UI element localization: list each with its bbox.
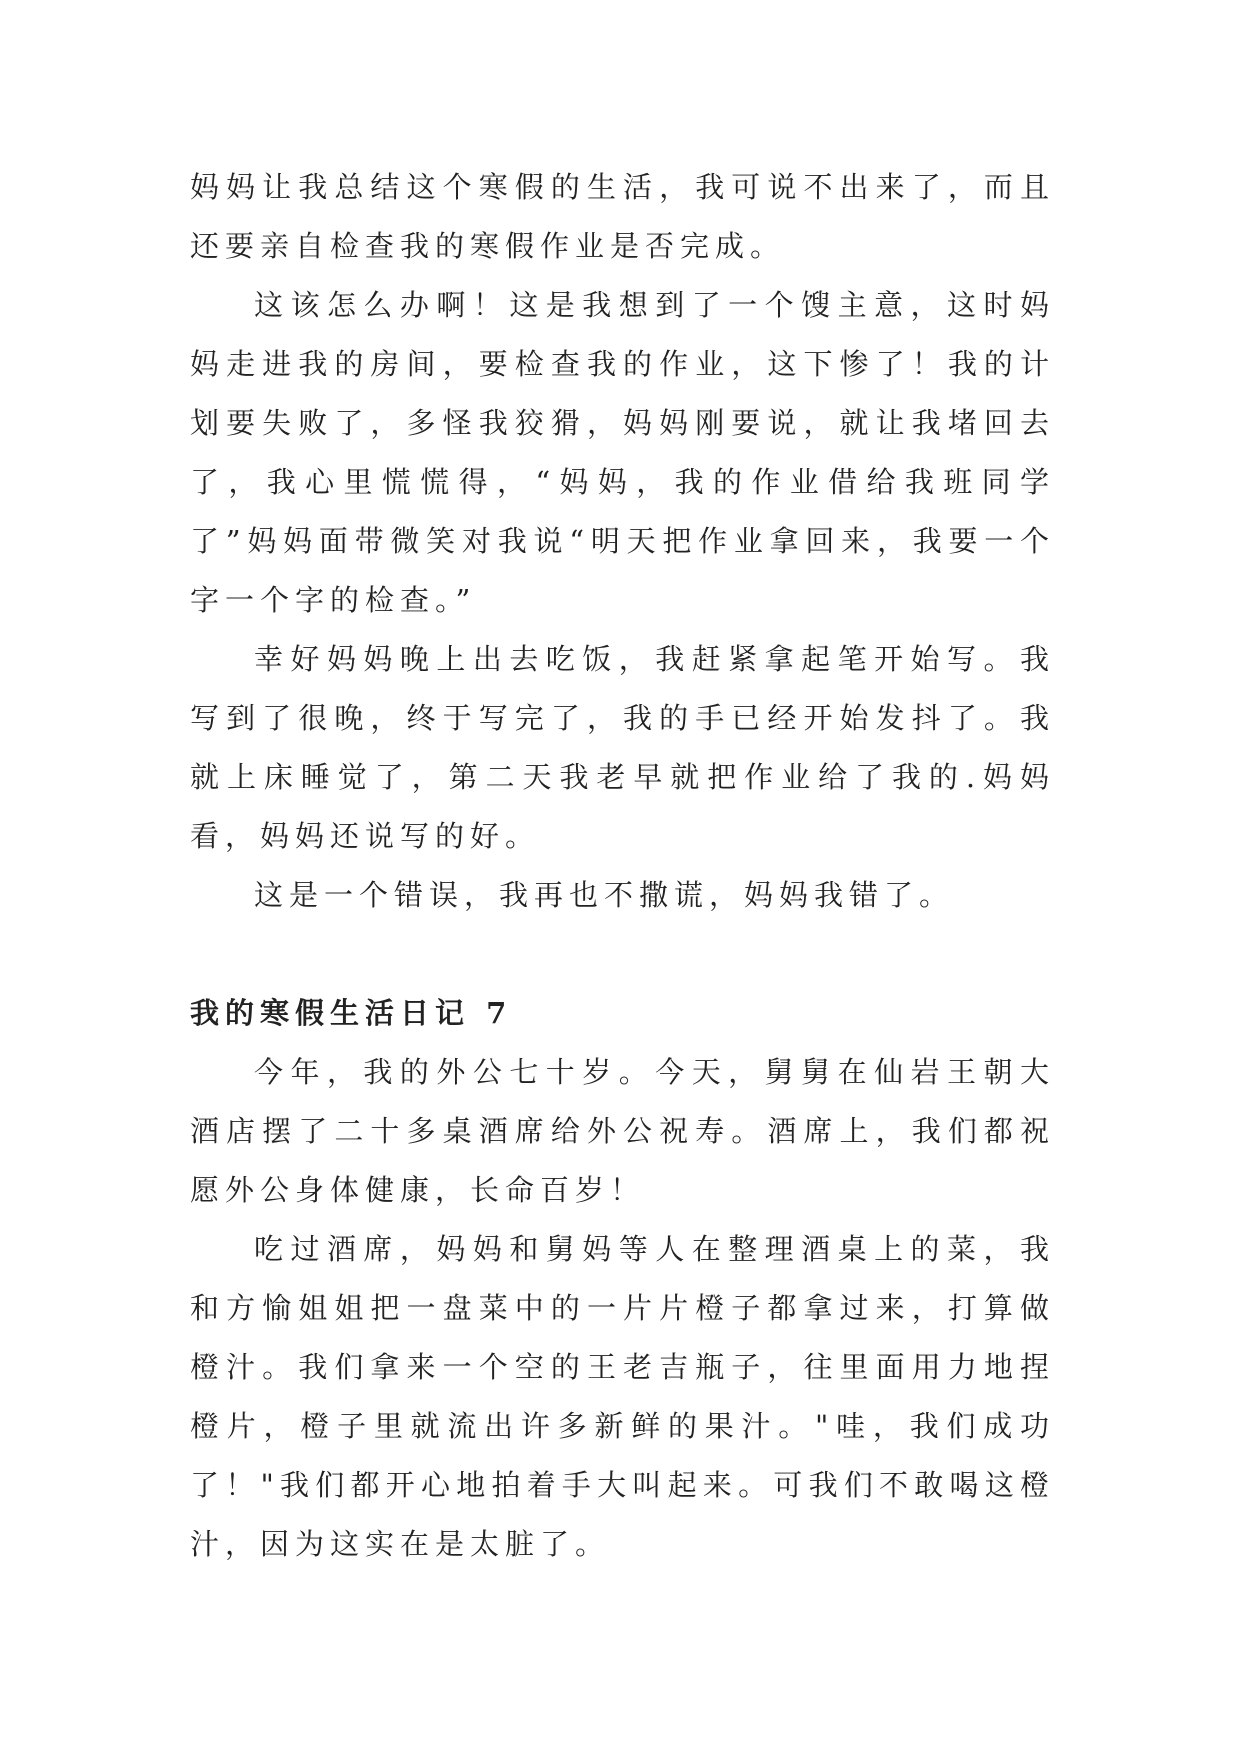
paragraph: 这该怎么办啊！这是我想到了一个馊主意，这时妈妈走进我的房间，要检查我的作业，这下惨了！我的计划要失败了，多怪我狡猾，妈妈刚要说，就让我堵回去了，我心里慌慌得，“妈妈，我的作业借给我班同学了”妈妈面带微笑对我说“明天把作业拿回来，我要一个字一个字的检查。” (190, 288, 1055, 617)
section-spacer (190, 925, 1055, 984)
paragraph: 今年，我的外公七十岁。今天，舅舅在仙岩王朝大酒店摆了二十多桌酒席给外公祝寿。酒席上，我们都祝愿外公身体健康，长命百岁！ (190, 1055, 1055, 1207)
section-title: 我的寒假生活日记 7 (190, 996, 513, 1030)
paragraph: 吃过酒席，妈妈和舅妈等人在整理酒桌上的菜，我和方愉姐姐把一盘菜中的一片片橙子都拿过来，打算做橙汁。我们拿来一个空的王老吉瓶子，往里面用力地捏橙片，橙子里就流出许多新鲜的果汁。"哇，我们成功了！"我们都开心地拍着手大叫起来。可我们不敢喝这橙汁，因为这实在是太脏了。 (190, 1232, 1055, 1561)
paragraph: 这是一个错误，我再也不撒谎，妈妈我错了。 (254, 878, 955, 912)
paragraph: 幸好妈妈晚上出去吃饭，我赶紧拿起笔开始写。我写到了很晚，终于写完了，我的手已经开始发抖了。我就上床睡觉了，第二天我老早就把作业给了我的.妈妈看，妈妈还说写的好。 (190, 642, 1055, 853)
document-body (190, 158, 1055, 1574)
paragraph-continuation: 妈妈让我总结这个寒假的生活，我可说不出来了，而且还要亲自检查我的寒假作业是否完成。 (190, 170, 1055, 263)
